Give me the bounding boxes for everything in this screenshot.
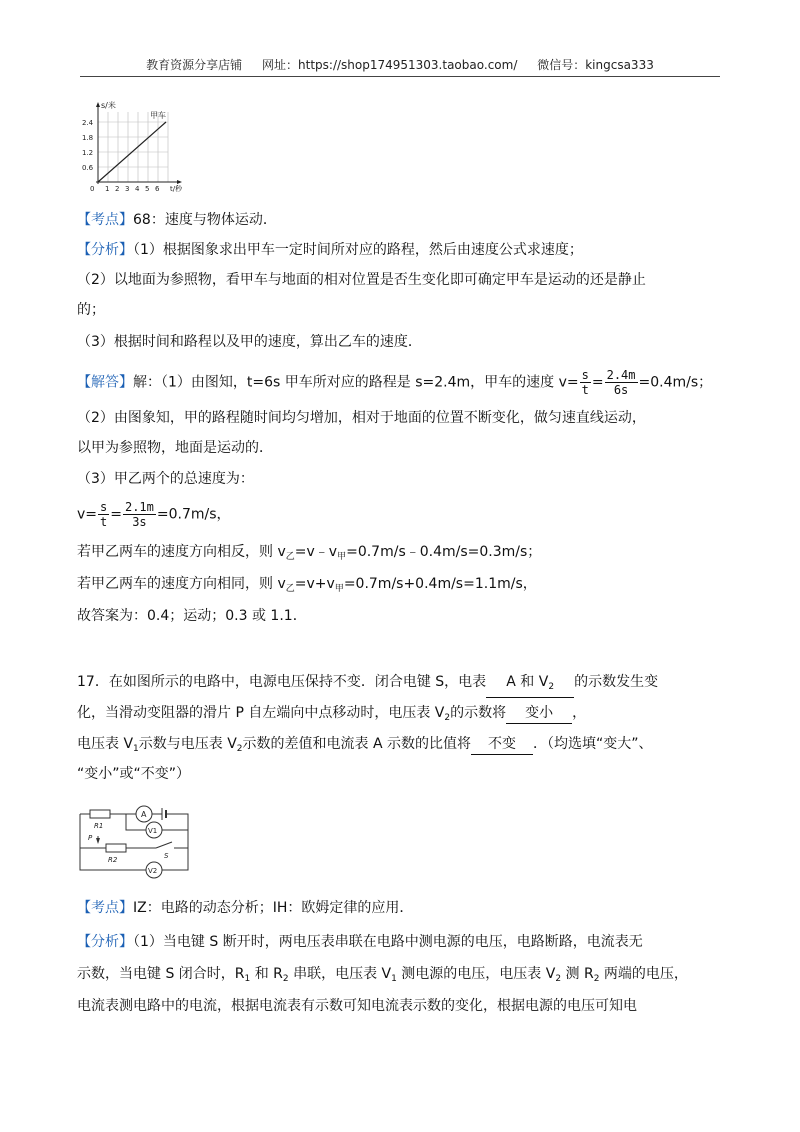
q17-line-3: 电压表 $V_1$示数与电压表 $V_2$示数的差值和电流表 A 示数的比值将 不变 ．（均选填“变大”、 xyxy=(77,736,653,754)
y-tick: 2.4 xyxy=(82,119,94,127)
resistor-r2 xyxy=(106,844,126,852)
q16-fenxi-2: （2）以地面为参照物，看甲车与地面的相对位置是否生变化即可确定甲车是运动的还是静止 xyxy=(77,272,646,288)
q16-fenxi-2b: 的； xyxy=(77,302,105,318)
q16-jieda-1: 【解答】解：（1）由图知，t=6s 甲车所对应的路程是 s=2.4m，甲车的速度 v= $\frac{s}{t}$ = $\frac{2.4m}{6s}$ =0.4m/s； xyxy=(77,368,713,397)
x-axis-label: t/秒 xyxy=(170,185,183,193)
y-tick: 0.6 xyxy=(82,164,94,172)
q17-fenxi-3: 电流表测电路中的电流，根据电流表有示数可知电流表示数的变化，根据电源的电压可知电 xyxy=(77,998,637,1014)
shop-name: 教育资源分享店铺 xyxy=(146,58,243,72)
v1-label: V1 xyxy=(148,827,158,835)
ammeter-label: A xyxy=(141,810,147,819)
fraction: $\frac{2.1m}{3s}$ xyxy=(124,500,154,529)
s-label: S xyxy=(164,852,169,860)
x-tick: 4 xyxy=(135,185,140,193)
resistor-r1 xyxy=(90,810,110,818)
q17-fenxi-1: 【分析】（1）当电键 S 断开时，两电压表串联在电路中测电源的电压，电路断路，电流表无 xyxy=(77,934,643,950)
x-tick: 1 xyxy=(105,185,110,193)
q17-line-2: 化，当滑动变阻器的滑片 P 自左端向中点移动时，电压表 $V_2$的示数将 变小 ， xyxy=(77,705,587,723)
page-header xyxy=(80,56,720,76)
p-label: P xyxy=(88,834,93,842)
q16-jieda-3: （3）甲乙两个的总速度为： xyxy=(77,471,254,487)
fraction: $\frac{s}{t}$ xyxy=(581,368,589,397)
q16-fenxi-1: 【分析】（1）根据图象求出甲车一定时间所对应的路程，然后由速度公式求速度； xyxy=(77,242,583,258)
q16-jieda-2b: 以甲为参照物，地面是运动的． xyxy=(77,440,273,456)
answer-blank: A 和 $V_2$ xyxy=(486,672,574,698)
x-tick: 0 xyxy=(90,185,95,193)
q17-fenxi-2: 示数，当电键 S 闭合时，$R_1$ 和 $R_2$ 串联，电压表 $V_1$ 测电源的电压，电压表 $V_2$ 测 $R_2$ 两端的电压， xyxy=(77,966,688,984)
answer-blank: 不变 xyxy=(471,734,533,755)
answer-blank: 变小 xyxy=(506,703,572,724)
wechat-id: 微信号：kingcsa333 xyxy=(537,58,654,72)
fraction: $\frac{2.4m}{6s}$ xyxy=(606,368,636,397)
q16-answer: 故答案为：0.4；运动；0.3 或 1.1． xyxy=(77,608,307,624)
q16-opposite-direction: 若甲乙两车的速度方向相反，则 $v_乙=v﹣v_甲=0.7m/s﹣0.4m/s=0.3m/s$； xyxy=(77,544,542,562)
y-axis-label: s/米 xyxy=(101,101,116,110)
q16-kaodian: 【考点】68：速度与物体运动． xyxy=(77,212,277,228)
line-label: 甲车 xyxy=(150,111,166,120)
q16-jieda-2: （2）由图象知，甲的路程随时间均匀增加，相对于地面的位置不断变化，做匀速直线运动， xyxy=(77,410,646,426)
y-tick: 1.2 xyxy=(82,149,94,157)
q16-same-direction: 若甲乙两车的速度方向相同，则 $v_乙=v+v_甲=0.7m/s+0.4m/s=1.1m/s$， xyxy=(77,576,537,594)
header-divider xyxy=(80,76,720,77)
q16-fenxi-3: （3）根据时间和路程以及甲的速度，算出乙车的速度． xyxy=(77,334,422,350)
x-tick: 5 xyxy=(145,185,150,193)
v2-label: V2 xyxy=(148,867,158,875)
q17-line-4: “变小”或“不变”） xyxy=(77,766,191,782)
distance-time-graph xyxy=(80,100,230,200)
graph-grid xyxy=(98,112,168,182)
switch-s xyxy=(156,842,172,848)
fraction: $\frac{s}{t}$ xyxy=(100,500,108,529)
q17-line-1: 17．在如图所示的电路中，电源电压保持不变．闭合电键 S，电表 A 和 $V_2$ 的示数发生变 xyxy=(77,672,658,698)
y-tick: 1.8 xyxy=(82,134,94,142)
q17-kaodian: 【考点】IZ：电路的动态分析；IH：欧姆定律的应用． xyxy=(77,900,414,916)
x-tick: 3 xyxy=(125,185,130,193)
x-tick: 2 xyxy=(115,185,120,193)
x-tick: 6 xyxy=(155,185,160,193)
r1-label: R1 xyxy=(94,822,104,830)
q16-total-velocity: v= $\frac{s}{t}$ = $\frac{2.1m}{3s}$ =0.7m/s， xyxy=(77,500,231,529)
circuit-diagram xyxy=(76,798,206,880)
shop-url: 网址：https://shop174951303.taobao.com/ xyxy=(262,58,518,72)
r2-label: R2 xyxy=(108,856,118,864)
